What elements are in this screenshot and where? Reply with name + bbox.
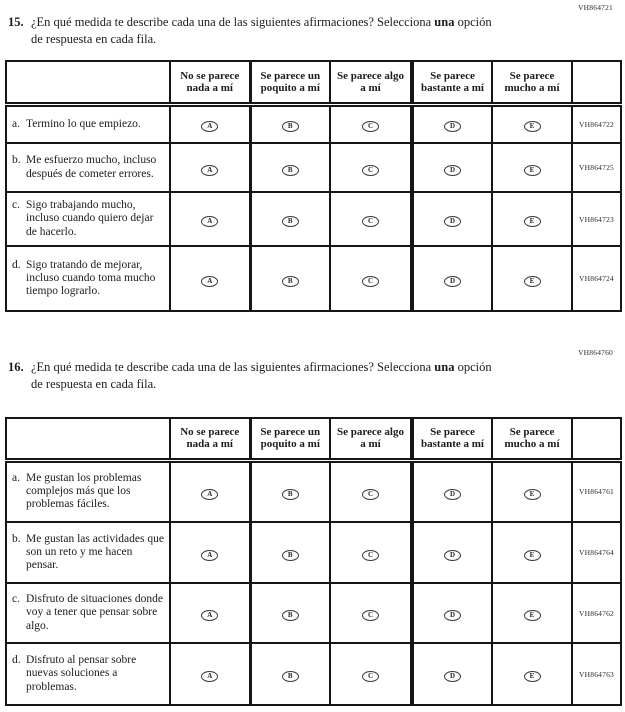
column-header: Se parece un poquito a mí xyxy=(250,61,330,104)
answer-bubble-e[interactable]: E xyxy=(524,121,541,132)
answer-bubble-e[interactable]: E xyxy=(524,671,541,682)
question-form-code: VH864760 xyxy=(578,348,613,357)
answer-bubble-a[interactable]: A xyxy=(201,671,218,682)
item-code: VH864725 xyxy=(572,143,621,192)
empty-stem-header xyxy=(6,61,170,104)
response-matrix-table-q15 xyxy=(5,60,622,312)
answer-bubble-a[interactable]: A xyxy=(201,489,218,500)
item-code: VH864724 xyxy=(572,246,621,311)
question-text-pre: ¿En qué medida te describe cada una de las siguientes afirmaciones? Selecciona xyxy=(31,15,435,29)
question-text-bold: una xyxy=(434,360,455,374)
column-header: Se parece algo a mí xyxy=(330,418,412,460)
table-row xyxy=(6,104,621,143)
answer-bubble-d[interactable]: D xyxy=(444,276,461,287)
item-code: VH864723 xyxy=(572,192,621,246)
answer-bubble-e[interactable]: E xyxy=(524,216,541,227)
row-statement: Termino lo que empiezo. xyxy=(26,117,141,130)
row-letter: c. xyxy=(12,199,20,212)
answer-bubble-b[interactable]: B xyxy=(282,610,299,621)
column-header: Se parece bastante a mí xyxy=(412,418,492,460)
answer-bubble-a[interactable]: A xyxy=(201,165,218,176)
empty-code-header xyxy=(572,61,621,104)
row-letter: a. xyxy=(12,471,20,484)
row-statement: Me gustan las actividades que son un reto y me hacen pensar. xyxy=(26,532,164,572)
question-text-post: opción de respuesta en cada fila. xyxy=(31,360,492,391)
column-header: Se parece algo a mí xyxy=(330,61,412,104)
column-header: No se parece nada a mí xyxy=(170,61,250,104)
answer-bubble-c[interactable]: C xyxy=(362,489,379,500)
column-header: Se parece un poquito a mí xyxy=(250,418,330,460)
table-row xyxy=(6,192,621,246)
answer-bubble-c[interactable]: C xyxy=(362,121,379,132)
answer-bubble-d[interactable]: D xyxy=(444,121,461,132)
row-statement: Disfruto al pensar sobre nuevas soluciones a problemas. xyxy=(26,654,137,693)
answer-bubble-b[interactable]: B xyxy=(282,489,299,500)
response-matrix-table-q16 xyxy=(5,417,622,706)
answer-bubble-d[interactable]: D xyxy=(444,610,461,621)
question-text xyxy=(31,14,505,47)
question-prompt xyxy=(8,359,625,392)
answer-bubble-a[interactable]: A xyxy=(201,610,218,621)
question-number: 16. xyxy=(8,360,24,374)
empty-code-header xyxy=(572,418,621,460)
column-header: Se parece mucho a mí xyxy=(492,61,572,104)
row-letter: b. xyxy=(12,154,21,167)
answer-bubble-b[interactable]: B xyxy=(282,671,299,682)
table-row xyxy=(6,643,621,705)
row-letter: a. xyxy=(12,117,20,130)
answer-bubble-d[interactable]: D xyxy=(444,550,461,561)
item-code: VH864762 xyxy=(572,583,621,643)
answer-bubble-b[interactable]: B xyxy=(282,276,299,287)
answer-bubble-b[interactable]: B xyxy=(282,216,299,227)
answer-bubble-c[interactable]: C xyxy=(362,216,379,227)
question-16-section xyxy=(0,348,625,706)
questionnaire-page xyxy=(0,3,625,712)
item-code: VH864764 xyxy=(572,522,621,583)
answer-bubble-c[interactable]: C xyxy=(362,550,379,561)
answer-bubble-d[interactable]: D xyxy=(444,165,461,176)
answer-bubble-a[interactable]: A xyxy=(201,216,218,227)
item-code: VH864722 xyxy=(572,104,621,143)
question-text-pre: ¿En qué medida te describe cada una de las siguientes afirmaciones? Selecciona xyxy=(31,360,435,374)
row-statement: Disfruto de situaciones donde voy a tener que pensar sobre algo. xyxy=(26,593,164,632)
answer-bubble-b[interactable]: B xyxy=(282,165,299,176)
answer-bubble-d[interactable]: D xyxy=(444,489,461,500)
row-letter: d. xyxy=(12,654,21,667)
answer-bubble-a[interactable]: A xyxy=(201,121,218,132)
row-letter: d. xyxy=(12,258,21,271)
column-header: Se parece mucho a mí xyxy=(492,418,572,460)
item-code: VH864763 xyxy=(572,643,621,705)
header-row xyxy=(6,61,621,104)
answer-bubble-e[interactable]: E xyxy=(524,489,541,500)
answer-bubble-e[interactable]: E xyxy=(524,550,541,561)
question-text-bold: una xyxy=(434,15,455,29)
row-statement: Sigo trabajando mucho, incluso cuando quiero dejar de hacerlo. xyxy=(26,199,154,238)
column-header: Se parece bastante a mí xyxy=(412,61,492,104)
answer-bubble-c[interactable]: C xyxy=(362,610,379,621)
table-row xyxy=(6,460,621,522)
table-row xyxy=(6,143,621,192)
row-statement: Me esfuerzo mucho, incluso después de cometer errores. xyxy=(26,154,157,180)
answer-bubble-b[interactable]: B xyxy=(282,121,299,132)
question-prompt xyxy=(8,14,625,47)
answer-bubble-e[interactable]: E xyxy=(524,276,541,287)
answer-bubble-c[interactable]: C xyxy=(362,276,379,287)
answer-bubble-e[interactable]: E xyxy=(524,610,541,621)
answer-bubble-a[interactable]: A xyxy=(201,276,218,287)
header-row xyxy=(6,418,621,460)
answer-bubble-e[interactable]: E xyxy=(524,165,541,176)
question-number: 15. xyxy=(8,15,24,29)
table-row xyxy=(6,583,621,643)
table-row xyxy=(6,522,621,583)
row-statement: Me gustan los problemas complejos más que los problemas fáciles. xyxy=(26,471,142,511)
question-15-section xyxy=(0,3,625,312)
question-text xyxy=(31,359,505,392)
row-statement: Sigo tratando de mejorar, incluso cuando toma mucho tiempo lograrlo. xyxy=(26,258,156,298)
answer-bubble-c[interactable]: C xyxy=(362,165,379,176)
answer-bubble-a[interactable]: A xyxy=(201,550,218,561)
answer-bubble-b[interactable]: B xyxy=(282,550,299,561)
answer-bubble-d[interactable]: D xyxy=(444,216,461,227)
answer-bubble-c[interactable]: C xyxy=(362,671,379,682)
table-row xyxy=(6,246,621,311)
answer-bubble-d[interactable]: D xyxy=(444,671,461,682)
empty-stem-header xyxy=(6,418,170,460)
question-form-code: VH864721 xyxy=(578,3,613,12)
row-letter: b. xyxy=(12,532,21,545)
question-text-post: opción de respuesta en cada fila. xyxy=(31,15,492,46)
column-header: No se parece nada a mí xyxy=(170,418,250,460)
item-code: VH864761 xyxy=(572,460,621,522)
row-letter: c. xyxy=(12,593,20,606)
